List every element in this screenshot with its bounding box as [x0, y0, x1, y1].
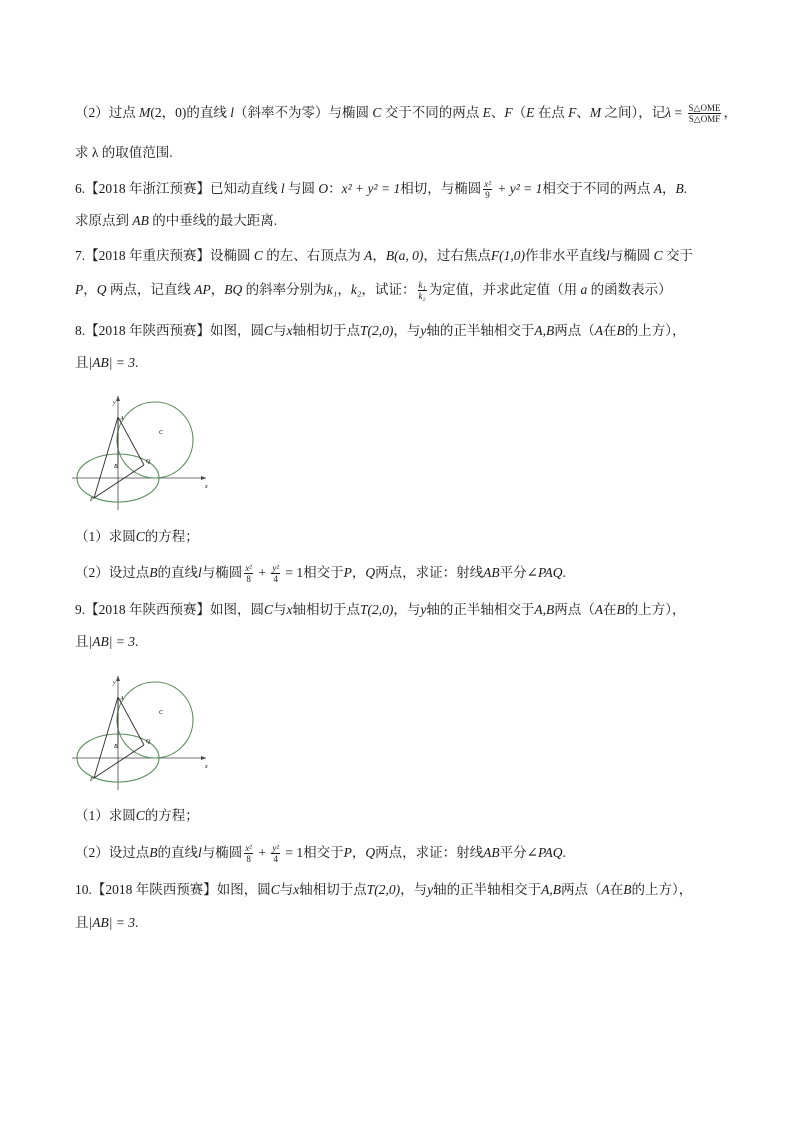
p6-line1: 6.【2018 年浙江预赛】已知动直线 l 与圆 O：x² + y² = 1相切，与椭圆 $\frac{\text{x²}}{9}$ + y² = 1相交于不同的两点 A，B.: [75, 179, 688, 201]
svg-text:B: B: [114, 744, 118, 750]
svg-text:A: A: [120, 416, 124, 422]
p9-line1: 9.【2018 年陕西预赛】如图，圆C与x轴相切于点T(2,0)，与y轴的正半轴相交于A,B两点（A在B的上方），: [75, 602, 686, 617]
svg-text:y: y: [113, 680, 116, 686]
ellipse-x-fraction: $\frac{\text{x²}}{8}$: [245, 563, 252, 585]
p10-line1: 10.【2018 年陕西预赛】如图，圆C与x轴相切于点T(2,0)，与y轴的正半轴相交于A,B两点（A在B的上方），: [75, 882, 693, 897]
ellipse-x-fraction: $\frac{\text{x²}}{8}$: [245, 843, 252, 865]
p8-figure: [72, 392, 212, 519]
p9-question2: （2）设过点B的直线l与椭圆 $\frac{\text{x²}}{8}$ + $\frac{\text{y²}}{4}$ = 1相交于P，Q两点，求证：射线AB平分∠PAQ.: [75, 843, 566, 865]
svg-text:P: P: [90, 497, 94, 503]
p7-line2: P，Q 两点，记直线 AP，BQ 的斜率分别为k₁，k₂，试证： $\frac{\text{k₁}}{\text{k₂}}$ 为定值，并求此定值（用 a 的函数表示）: [75, 280, 672, 302]
circle-c: [117, 402, 193, 478]
p8-line2: 且|AB| = 3.: [75, 355, 139, 370]
p6-line2: 求原点到 AB 的中垂线的最大距离.: [75, 213, 278, 228]
ellipse-y-fraction: $\frac{\text{y²}}{4}$: [272, 843, 280, 865]
circle-c: [117, 682, 193, 758]
p9-question1: （1）求圆C的方程；: [75, 808, 199, 823]
svg-text:B: B: [114, 464, 118, 470]
p8-question1: （1）求圆C的方程；: [75, 529, 199, 544]
p10-line2: 且|AB| = 3.: [75, 915, 139, 930]
p8-question2: （2）设过点B的直线l与椭圆 $\frac{\text{x²}}{8}$ + $\frac{\text{y²}}{4}$ = 1相交于P，Q两点，求证：射线AB平分∠PAQ.: [75, 563, 566, 585]
svg-text:y: y: [113, 400, 116, 406]
svg-text:x: x: [205, 484, 208, 490]
svg-text:P: P: [90, 777, 94, 783]
ellipse-fraction-x: $\frac{\text{x²}}{9}$: [484, 179, 491, 201]
p5-part2-line2: 求 λ 的取值范围.: [75, 145, 173, 160]
svg-text:Q: Q: [146, 739, 151, 745]
svg-text:C: C: [159, 430, 164, 436]
p8-line1: 8.【2018 年陕西预赛】如图，圆C与x轴相切于点T(2,0)，与y轴的正半轴相交于A,B两点（A在B的上方），: [75, 323, 686, 338]
p9-figure: [72, 672, 212, 799]
svg-text:Q: Q: [146, 459, 151, 465]
lambda-fraction: $\frac{\text{S△OME}}{\text{S△OMF}}$: [688, 103, 721, 125]
ellipse-y-fraction: $\frac{\text{y²}}{4}$: [272, 563, 280, 585]
p7-line1: 7.【2018 年重庆预赛】设椭圆 C 的左、右顶点为 A，B(a, 0)，过右焦点F(1,0)作非水平直线l与椭圆 C 交于: [75, 248, 694, 263]
svg-text:A: A: [120, 696, 124, 702]
svg-text:C: C: [159, 710, 164, 716]
p9-line2: 且|AB| = 3.: [75, 634, 139, 649]
k-ratio-fraction: $\frac{\text{k₁}}{\text{k₂}}$: [418, 280, 426, 302]
svg-text:x: x: [205, 764, 208, 770]
p5-part2-line1: （2）过点 M(2，0)的直线 l（斜率不为零）与椭圆 C 交于不同的两点 E、F（E 在点 F、M 之间），记λ = $\frac{\text{S△OME}}{\text{S△OMF}}$ ，: [75, 103, 737, 125]
